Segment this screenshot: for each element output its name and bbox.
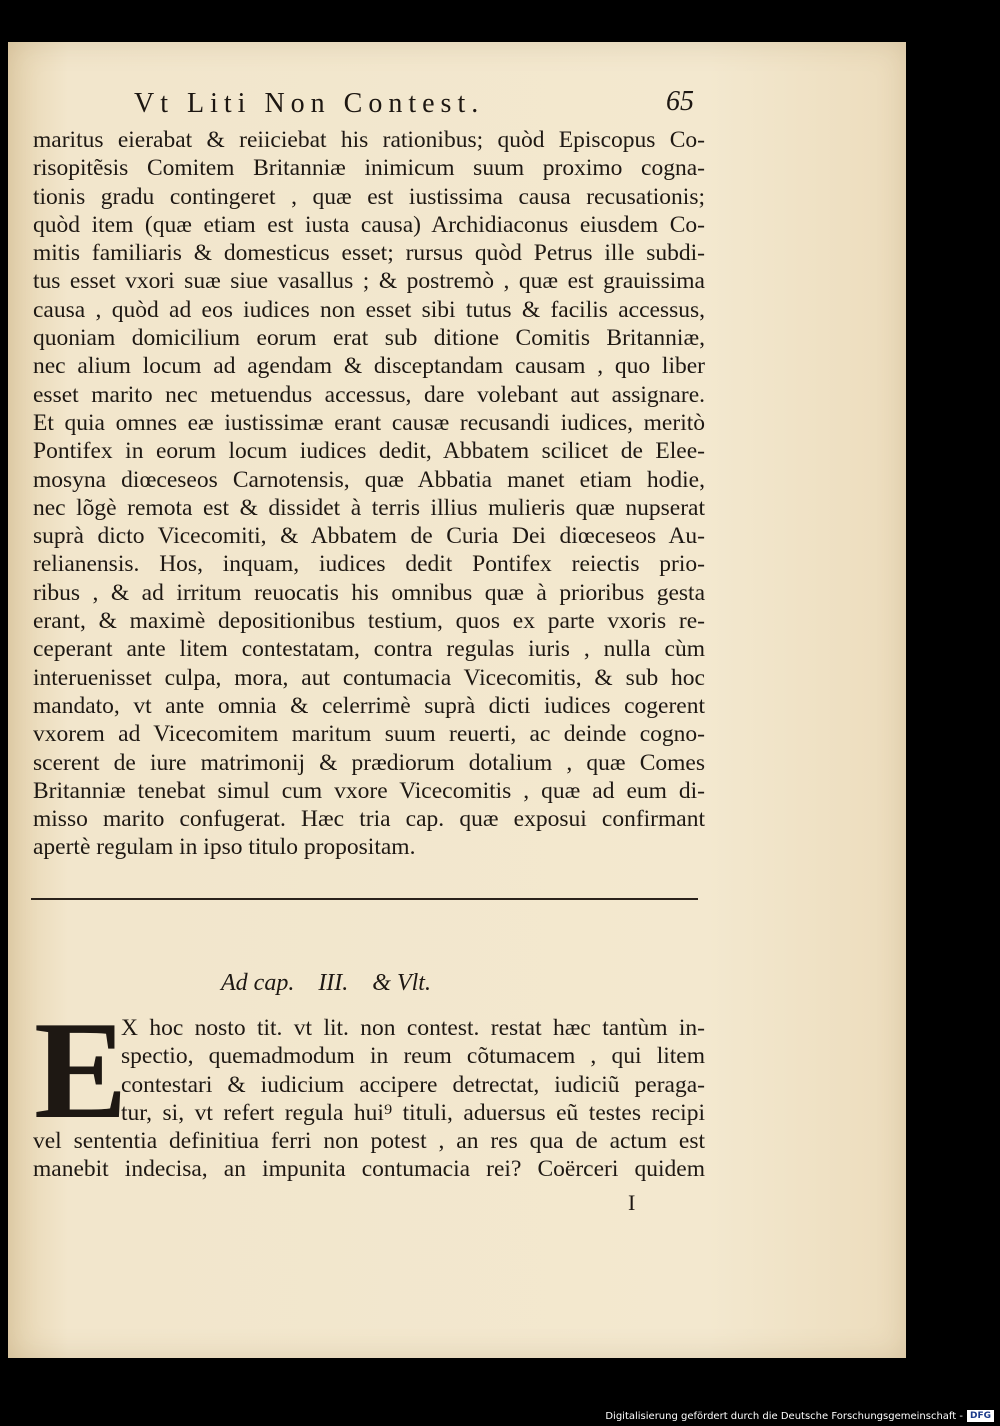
paragraph-1 — [33, 126, 705, 862]
text-line: erant, & maximè depositionibus testium, quos ex parte vxoris re- — [33, 608, 705, 635]
text-line: manebit indecisa, an impunita contumacia rei? Coërceri quidem — [33, 1156, 705, 1183]
paragraph-2 — [33, 1014, 705, 1184]
text-line: tus esset vxori suæ siue vasallus ; & postremò , quæ est grauissima — [33, 268, 705, 295]
text-line: tur, si, vt refert regula hui⁹ tituli, aduersus eũ testes recipi — [121, 1099, 705, 1126]
text-line: ceperant ante litem contestatam, contra regulas iuris , nulla cùm — [33, 636, 705, 663]
digitization-footer — [605, 1410, 994, 1422]
dfg-logo-icon: DFG — [967, 1410, 994, 1422]
running-head-title: Vt Liti Non Contest. — [134, 88, 485, 119]
text-line: relianensis. Hos, inquam, iudices dedit Pontifex reiectis prio- — [33, 551, 705, 578]
text-line: ribus , & ad irritum reuocatis his omnibus quæ à prioribus gesta — [33, 579, 705, 606]
drop-cap: E — [34, 993, 128, 1148]
text-line: suprà dicto Vicecomiti, & Abbatem de Curia Dei diœceseos Au- — [33, 523, 705, 550]
text-line: nec lõgè remota est & dissidet à terris illius mulieris quæ nupserat — [33, 494, 705, 521]
text-line: quoniam domicilium eorum erat sub ditione Comitis Britanniæ, — [33, 325, 705, 352]
text-line: esset marito nec metuendus accessus, dare volebant aut assignare. — [33, 381, 705, 408]
text-line: nec alium locum ad agendam & disceptandam causam , quo liber — [33, 353, 705, 380]
text-line: apertè regulam in ipso titulo propositam. — [33, 834, 416, 861]
text-line: mitis familiaris & domesticus esset; rursus quòd Petrus ille subdi- — [33, 240, 705, 267]
text-line: spectio, quemadmodum in reum cõtumacem , qui litem — [121, 1043, 705, 1070]
text-line: vel sententia definitiua ferri non potest , an res qua de actum est — [33, 1128, 705, 1155]
text-line: Britanniæ tenebat simul cum vxore Vicecomitis , quæ ad eum di- — [33, 777, 705, 804]
text-line: quòd item (quæ etiam est iusta causa) Archidiaconus eiusdem Co- — [33, 211, 705, 238]
page-number: 65 — [666, 86, 694, 117]
text-line: scerent de iure matrimonij & prædiorum dotalium , quæ Comes — [33, 749, 705, 776]
text-line: vxorem ad Vicecomitem maritum suum reuerti, ac deinde cogno- — [33, 721, 705, 748]
signature-mark: I — [628, 1190, 636, 1215]
text-line: risopitẽsis Comitem Britanniæ inimicum suum proximo cogna- — [33, 155, 705, 182]
section-divider — [31, 898, 698, 900]
text-line: X hoc nosto tit. vt lit. non contest. restat hæc tantùm in- — [121, 1015, 705, 1041]
text-line: tionis gradu contingeret , quæ est iustissima causa recusationis; — [33, 183, 705, 210]
footer-text: Digitalisierung gefördert durch die Deutsche Forschungsgemeinschaft - — [605, 1410, 963, 1422]
book-page — [8, 42, 906, 1358]
text-line: maritus eierabat & reiiciebat his rationibus; quòd Episcopus Co- — [33, 127, 705, 153]
text-line: causa , quòd ad eos iudices non esset sibi tutus & facilis accessus, — [33, 296, 705, 323]
text-line: mosyna diœceseos Carnotensis, quæ Abbatia manet etiam hodie, — [33, 466, 705, 493]
section-heading: Ad cap. III. & Vlt. — [221, 970, 431, 996]
text-line: misso marito confugerat. Hæc tria cap. quæ exposui confirmant — [33, 806, 705, 833]
text-line: Et quia omnes eæ iustissimæ erant causæ recusandi iudices, meritò — [33, 409, 705, 436]
text-line: interuenisset culpa, mora, aut contumacia Vicecomitis, & sub hoc — [33, 664, 705, 691]
text-line: contestari & iudicium accipere detrectat, iudiciũ peraga- — [121, 1071, 705, 1098]
text-line: Pontifex in eorum locum iudices dedit, Abbatem scilicet de Elee- — [33, 438, 705, 465]
text-line: mandato, vt ante omnia & celerrimè suprà dicti iudices cogerent — [33, 692, 705, 719]
